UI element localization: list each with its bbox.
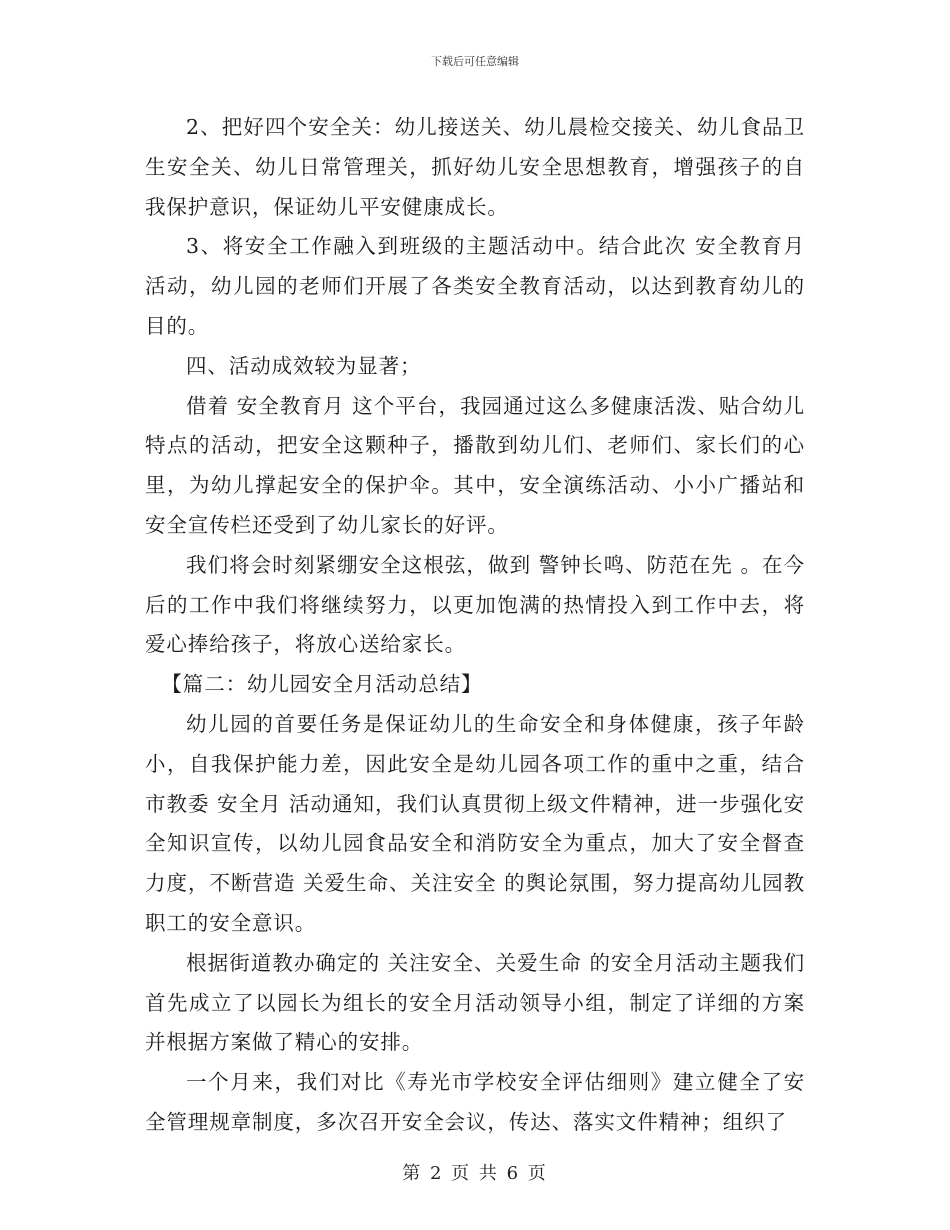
document-body bbox=[145, 108, 813, 1143]
paragraph-commitment: 我们将会时刻紧绷安全这根弦，做到 警钟长鸣、防范在先 。在今后的工作中我们将继续努力，以更加饱满的热情投入到工作中去，将爱心捧给孩子，将放心送给家长。 bbox=[145, 552, 805, 657]
page-header-note: 下载后可任意编辑 bbox=[431, 55, 519, 68]
paragraph-leadership-group: 根据街道教办确定的 关注安全、关爱生命 的安全月活动主题我们首先成立了以园长为组长的安全月活动领导小组，制定了详细的方案并根据方案做了精心的安排。 bbox=[145, 950, 805, 1055]
section-heading-results: 四、活动成效较为显著； bbox=[186, 353, 422, 378]
paragraph-month-review: 一个月来，我们对比《寿光市学校安全评估细则》建立健全了安全管理规章制度，多次召开安全会议，传达、落实文件精神；组织了 bbox=[145, 1070, 805, 1134]
paragraph-safety-checkpoints: 2、把好四个安全关：幼儿接送关、幼儿晨检交接关、幼儿食品卫生安全关、幼儿日常管理关，抓好幼儿安全思想教育，增强孩子的自我保护意识，保证幼儿平安健康成长。 bbox=[145, 115, 805, 219]
paragraph-platform: 借着 安全教育月 这个平台，我园通过这么多健康活泼、贴合幼儿特点的活动，把安全这颗种子，播散到幼儿们、老师们、家长们的心里，为幼儿撑起安全的保护伞。其中，安全演练活动、小小广播站和安全宣传栏还受到了幼儿家长的好评。 bbox=[145, 393, 805, 537]
paragraph-theme-activities: 3、将安全工作融入到班级的主题活动中。结合此次 安全教育月 活动，幼儿园的老师们开展了各类安全教育活动，以达到教育幼儿的目的。 bbox=[145, 234, 813, 338]
page-number: 第 2 页 共 6 页 bbox=[402, 1163, 548, 1184]
section-heading-part-two: 【篇二：幼儿园安全月活动总结】 bbox=[161, 672, 483, 697]
paragraph-primary-task: 幼儿园的首要任务是保证幼儿的生命安全和身体健康，孩子年龄小，自我保护能力差，因此安全是幼儿园各项工作的重中之重，结合市教委 安全月 活动通知，我们认真贯彻上级文件精神，进一步强化安全知识宣传，以幼儿园食品安全和消防安全为重点，加大了安全督查力度，不断营造 关爱生命、关注安全 的舆论氛围，努力提高幼儿园教职工的安全意识。 bbox=[145, 711, 805, 935]
